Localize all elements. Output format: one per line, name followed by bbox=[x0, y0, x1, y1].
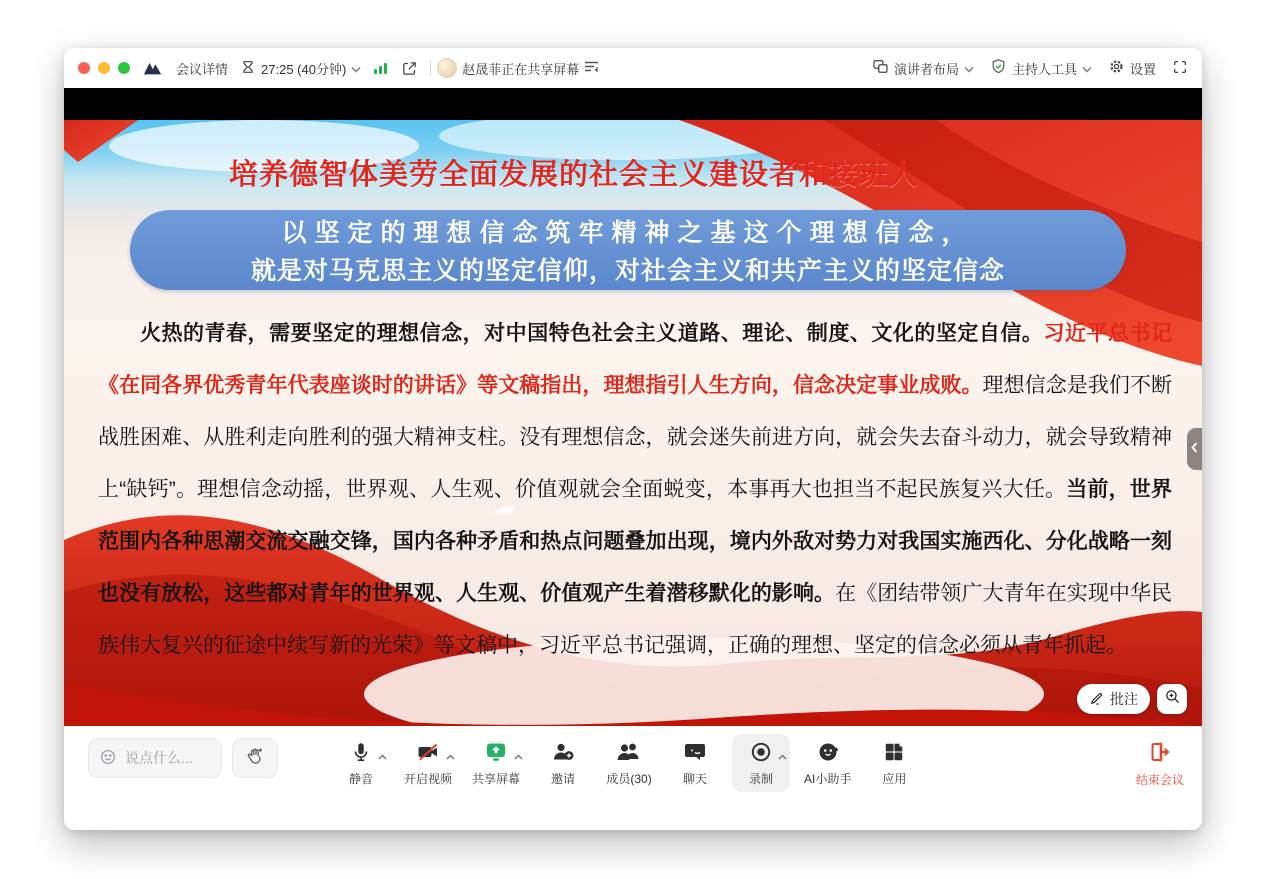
slide-paragraph bbox=[98, 308, 1172, 672]
paragraph-segment: 理想信念是我们不断战胜困难、从胜利走向胜利的强大精神支柱。没有理想信念，就会迷失前进方向，就会失去奋斗动力，就会导致精神上“缺钙”。理想信念动摇，世界观、人生观、价值观就会全面蜕变，本事再大也担当不起民族复兴大任。 bbox=[98, 374, 1173, 501]
meeting-details-button[interactable] bbox=[176, 59, 228, 78]
meeting-timer[interactable] bbox=[240, 59, 361, 78]
record-icon bbox=[749, 740, 773, 767]
quick-chat-placeholder: 说点什么... bbox=[125, 750, 193, 766]
chat-bubble-icon bbox=[683, 740, 707, 767]
chat-button[interactable] bbox=[666, 734, 724, 792]
chevron-down-icon bbox=[351, 61, 361, 76]
record-label: 录制 bbox=[749, 772, 774, 786]
paragraph-segment: 习近平总书记《在同各界优秀青年代表座谈时的讲话》等文稿指出，理想指引人生方向，信念决定事业成败。 bbox=[98, 322, 1173, 397]
app-logo-icon bbox=[142, 58, 164, 78]
window-controls bbox=[78, 62, 130, 74]
layout-label: 演讲者布局 bbox=[893, 61, 959, 77]
smiley-icon bbox=[99, 748, 117, 769]
end-meeting-label: 结束会议 bbox=[1135, 773, 1184, 787]
screen-share-icon bbox=[484, 740, 508, 767]
chevron-up-icon[interactable] bbox=[378, 749, 387, 763]
bottom-toolbar bbox=[64, 726, 1202, 830]
slide-banner bbox=[130, 210, 1126, 290]
quick-chat-input[interactable] bbox=[88, 738, 222, 778]
start-video-label: 开启视频 bbox=[404, 772, 453, 786]
meeting-window bbox=[64, 48, 1202, 830]
annotate-button[interactable] bbox=[1077, 684, 1150, 714]
paragraph-segment: 在《团结带领广大青年在实现中华民族伟大复兴的征途中续写新的光荣》等文稿中，习近平总书记强调，正确的理想、坚定的信念必须从青年抓起。 bbox=[98, 582, 1173, 657]
minimize-window-button[interactable] bbox=[98, 62, 110, 74]
host-tools-button[interactable] bbox=[990, 58, 1092, 78]
slide-title: 培养德智体美劳全面发展的社会主义建设者和接班人 bbox=[228, 159, 919, 191]
apps-grid-icon bbox=[883, 741, 905, 766]
panel-collapse-handle[interactable] bbox=[1187, 428, 1202, 470]
settings-label: 设置 bbox=[1129, 61, 1156, 77]
members-icon bbox=[616, 740, 642, 767]
sharing-status bbox=[437, 58, 599, 78]
settings-button[interactable] bbox=[1108, 58, 1156, 78]
chevron-up-icon[interactable] bbox=[446, 749, 455, 763]
raise-hand-icon bbox=[245, 746, 265, 771]
mute-label: 静音 bbox=[348, 772, 373, 786]
apps-button[interactable] bbox=[865, 734, 923, 792]
toolbar-actions bbox=[332, 734, 923, 792]
screen-share-label: 共享屏幕 bbox=[472, 772, 521, 786]
chevron-up-icon[interactable] bbox=[514, 749, 523, 763]
timer-text: 27:25 (40分钟) bbox=[261, 61, 347, 77]
share-stats-icon[interactable] bbox=[584, 60, 599, 76]
video-off-icon bbox=[416, 740, 440, 767]
host-tools-label: 主持人工具 bbox=[1011, 61, 1077, 77]
open-external-icon[interactable] bbox=[401, 60, 418, 77]
layout-selector[interactable] bbox=[872, 59, 974, 78]
invite-button[interactable] bbox=[534, 734, 592, 792]
banner-line2: 就是对马克思主义的坚定信仰，对社会主义和共产主义的坚定信念 bbox=[250, 257, 1005, 285]
chat-label: 聊天 bbox=[683, 772, 708, 786]
fullscreen-button[interactable] bbox=[1172, 59, 1188, 78]
paragraph-segment: 火热的青春，需要坚定的理想信念，对中国特色社会主义道路、理论、制度、文化的坚定自信。 bbox=[140, 322, 1044, 345]
annotate-label: 批注 bbox=[1110, 691, 1138, 707]
meeting-details-label: 会议详情 bbox=[176, 61, 229, 77]
exit-door-icon bbox=[1148, 740, 1172, 767]
sharing-status-text: 赵晟菲正在共享屏幕 bbox=[462, 61, 580, 77]
magnifier-plus-icon bbox=[1164, 688, 1181, 710]
titlebar-divider bbox=[430, 60, 431, 76]
mute-button[interactable] bbox=[332, 734, 390, 792]
speaker-layout-icon bbox=[872, 59, 889, 77]
end-meeting-button[interactable] bbox=[1136, 740, 1184, 788]
hourglass-icon bbox=[240, 59, 256, 78]
chevron-left-icon bbox=[1191, 440, 1198, 458]
sharer-avatar bbox=[437, 58, 457, 78]
fullscreen-icon bbox=[1172, 59, 1188, 78]
paragraph-segment: 当前，世界范围内各种思潮交流交融交锋，国内各种矛盾和热点问题叠加出现，境内外敌对势力对我国实施西化、分化战略一刻也没有放松，这些都对青年的世界观、人生观、价值观产生着潜移默化的影响。 bbox=[98, 478, 1173, 605]
microphone-icon bbox=[350, 740, 372, 767]
chevron-up-icon[interactable] bbox=[778, 749, 787, 763]
person-add-icon bbox=[551, 740, 575, 767]
close-window-button[interactable] bbox=[78, 62, 90, 74]
ai-assistant-button[interactable] bbox=[798, 734, 857, 792]
banner-line1: 以坚定的理想信念筑牢精神之基这个理想信念， bbox=[281, 219, 975, 247]
network-signal-icon[interactable] bbox=[373, 60, 389, 76]
zoom-window-button[interactable] bbox=[118, 62, 130, 74]
shield-check-icon bbox=[990, 58, 1007, 78]
presentation-slide bbox=[64, 120, 1202, 726]
chevron-down-icon bbox=[1082, 61, 1092, 76]
titlebar-right-group bbox=[872, 58, 1188, 78]
robot-assistant-icon bbox=[816, 740, 840, 767]
shared-screen-area bbox=[64, 88, 1202, 726]
record-button[interactable] bbox=[732, 734, 790, 792]
zoom-in-button[interactable] bbox=[1157, 684, 1187, 714]
apps-label: 应用 bbox=[882, 772, 907, 786]
titlebar bbox=[64, 48, 1202, 88]
start-video-button[interactable] bbox=[398, 734, 458, 792]
raise-hand-button[interactable] bbox=[232, 738, 278, 778]
chevron-down-icon bbox=[964, 61, 974, 76]
members-button[interactable] bbox=[600, 734, 658, 792]
members-label: 成员(30) bbox=[606, 772, 652, 786]
invite-label: 邀请 bbox=[551, 772, 576, 786]
pen-icon bbox=[1089, 690, 1105, 709]
gear-icon bbox=[1108, 58, 1125, 78]
ai-assistant-label: AI小助手 bbox=[804, 772, 852, 786]
screen-share-button[interactable] bbox=[466, 734, 526, 792]
